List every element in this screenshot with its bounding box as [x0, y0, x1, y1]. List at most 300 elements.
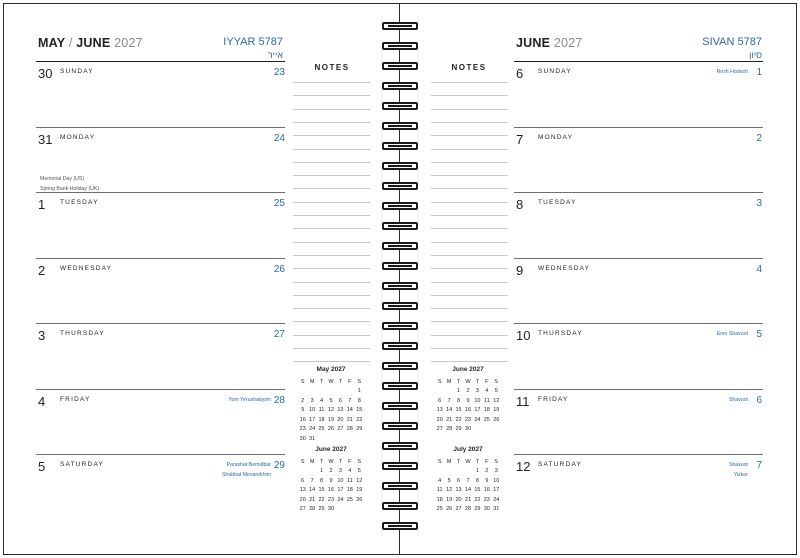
day-separator [514, 258, 763, 259]
calendar-date [463, 467, 472, 477]
calendar-date: 9 [329, 477, 333, 484]
weekday-header: S [357, 378, 362, 385]
calendar-date: 4 [348, 468, 352, 475]
day-name: MONDAY [60, 133, 96, 141]
holiday-label: Yizkor [733, 472, 748, 478]
hebrew-day-number: 28 [273, 394, 285, 406]
notes-line [293, 335, 370, 336]
calendar-date: 18 [436, 496, 443, 503]
day-name: SUNDAY [60, 68, 94, 75]
binding-ring [382, 442, 418, 450]
mini-calendar-july [435, 446, 501, 514]
day-number: 30 [38, 66, 53, 81]
notes-line [431, 202, 508, 203]
mini-calendar-may [298, 366, 364, 444]
day-number: 8 [516, 197, 524, 212]
notes-line [293, 295, 370, 296]
left-year-label: 2027 [110, 36, 143, 50]
calendar-date: 10 [474, 397, 481, 404]
calendar-date: 4 [320, 397, 324, 404]
weekday-header: M [446, 458, 452, 465]
calendar-date: 28 [346, 426, 353, 433]
day-separator [36, 192, 285, 193]
calendar-date: 30 [299, 435, 306, 442]
notes-line [293, 135, 370, 136]
calendar-date: 16 [299, 416, 306, 423]
day-separator [36, 127, 285, 128]
left-page-title [38, 36, 143, 50]
binding-ring [382, 102, 418, 110]
notes-line [431, 149, 508, 150]
notes-line [431, 188, 508, 189]
day-number: 11 [516, 393, 530, 409]
notes-line [431, 95, 508, 96]
calendar-date: 22 [474, 496, 481, 503]
calendar-date: 27 [436, 426, 443, 433]
notes-line [431, 295, 508, 296]
calendar-date: 18 [346, 487, 353, 494]
mini-calendar-title: June 2027 [452, 366, 484, 373]
calendar-date [336, 434, 345, 444]
holiday-label: Yom Yerushalayim [228, 396, 271, 403]
day-number: 1 [38, 197, 46, 212]
mini-calendar-title: June 2027 [315, 446, 347, 453]
weekday-header: T [475, 458, 480, 465]
calendar-date: 4 [438, 477, 442, 484]
calendar-date: 27 [337, 426, 344, 433]
day-name: SUNDAY [538, 68, 572, 75]
calendar-date: 25 [436, 506, 443, 513]
mini-calendar-june-left [298, 446, 364, 514]
right-year-label: 2027 [550, 36, 583, 50]
calendar-date: 26 [356, 496, 363, 503]
day-number: 10 [516, 328, 531, 343]
mini-calendar-grid [435, 457, 501, 514]
notes-line [293, 348, 370, 349]
weekday-header: T [456, 458, 461, 465]
calendar-date: 30 [464, 426, 472, 433]
notes-line [293, 188, 370, 189]
notes-line [431, 215, 508, 216]
weekday-header: M [309, 458, 315, 465]
calendar-date: 8 [475, 477, 479, 484]
hebrew-day-number: 29 [273, 460, 285, 471]
calendar-date: 3 [494, 468, 498, 475]
calendar-date: 23 [483, 496, 490, 503]
calendar-date: 20 [299, 496, 306, 503]
right-header-rule [514, 61, 763, 62]
day-name: SATURDAY [60, 461, 105, 468]
mini-calendar-title: July 2027 [453, 446, 483, 453]
calendar-date: 22 [356, 416, 363, 423]
calendar-date [326, 387, 335, 397]
weekday-header: T [319, 378, 324, 385]
calendar-date: 28 [309, 506, 316, 513]
day-separator [36, 454, 285, 455]
binding-ring [382, 322, 418, 330]
calendar-date: 31 [309, 435, 316, 442]
day-separator [514, 389, 763, 390]
day-name: TUESDAY [60, 199, 99, 206]
day-separator [36, 323, 285, 324]
calendar-date: 21 [464, 496, 472, 503]
notes-line [431, 321, 508, 322]
day-name: WEDNESDAY [60, 264, 113, 272]
calendar-date: 5 [447, 477, 451, 484]
calendar-date: 19 [446, 496, 453, 503]
notes-line [293, 122, 370, 123]
notes-line [431, 335, 508, 336]
calendar-date: 13 [455, 487, 462, 494]
calendar-date: 16 [464, 407, 472, 414]
weekday-header: S [437, 458, 442, 465]
day-name: TUESDAY [538, 199, 577, 206]
binding-ring [382, 462, 418, 470]
binding-ring [382, 222, 418, 230]
notes-title-right: NOTES [451, 63, 487, 72]
hebrew-day-number: 7 [756, 460, 762, 471]
hebrew-day-number: 25 [273, 198, 285, 209]
calendar-date [444, 467, 453, 477]
binding-ring [382, 282, 418, 290]
calendar-date: 25 [346, 496, 353, 503]
calendar-date: 3 [338, 468, 342, 475]
calendar-date [473, 425, 482, 435]
notes-line [431, 175, 508, 176]
binding-ring [382, 142, 418, 150]
notes-line [293, 242, 370, 243]
notes-line [431, 135, 508, 136]
day-number: 3 [38, 328, 46, 343]
day-separator [514, 454, 763, 455]
calendar-date: 21 [446, 416, 453, 423]
calendar-date: 14 [446, 407, 453, 414]
weekday-header: F [348, 458, 352, 465]
calendar-date: 15 [474, 487, 481, 494]
calendar-date: 27 [455, 506, 462, 513]
calendar-date: 15 [318, 487, 325, 494]
calendar-date: 23 [464, 416, 472, 423]
notes-line [293, 361, 370, 362]
day-name: THURSDAY [60, 330, 105, 337]
calendar-date: 12 [356, 477, 363, 484]
calendar-date: 29 [474, 506, 481, 513]
left-hebrew-script: אייר [267, 50, 283, 60]
day-separator [514, 192, 763, 193]
day-number: 12 [516, 459, 531, 474]
calendar-date: 16 [327, 487, 335, 494]
left-month-separator: / [65, 36, 77, 50]
calendar-date: 18 [483, 407, 490, 414]
calendar-date: 31 [493, 506, 500, 513]
calendar-date: 7 [348, 397, 352, 404]
calendar-date: 13 [337, 407, 344, 414]
binding-ring [382, 382, 418, 390]
weekday-header: F [485, 378, 489, 385]
notes-line [293, 175, 370, 176]
holiday-label: Shavuot [728, 462, 748, 468]
calendar-date [307, 387, 316, 397]
calendar-date [444, 387, 453, 397]
binding-ring [382, 42, 418, 50]
holiday-label: Parashat Bemidbar [226, 462, 271, 468]
notes-line [431, 268, 508, 269]
left-header-rule [36, 61, 285, 62]
notes-line [431, 255, 508, 256]
weekday-header: W [465, 378, 471, 385]
left-hebrew-month: IYYAR 5787 [223, 36, 283, 48]
calendar-date: 28 [446, 426, 453, 433]
day-name: MONDAY [538, 133, 574, 141]
calendar-date: 7 [310, 477, 314, 484]
calendar-date: 20 [436, 416, 443, 423]
calendar-date [326, 434, 335, 444]
calendar-date [345, 505, 354, 515]
calendar-date: 5 [357, 468, 361, 475]
calendar-date: 29 [356, 426, 363, 433]
notes-line [293, 282, 370, 283]
day-number: 4 [38, 393, 46, 409]
binding-ring [382, 182, 418, 190]
calendar-date: 10 [309, 407, 316, 414]
day-number: 6 [516, 66, 524, 81]
notes-line [431, 361, 508, 362]
calendar-date: 6 [457, 477, 461, 484]
binding-ring [382, 522, 418, 530]
calendar-date: 12 [446, 487, 453, 494]
calendar-date: 2 [485, 468, 489, 475]
hebrew-day-number: 27 [273, 329, 285, 340]
calendar-date: 24 [493, 496, 500, 503]
day-name: WEDNESDAY [538, 264, 591, 272]
weekday-header: W [328, 378, 334, 385]
calendar-date: 9 [301, 407, 305, 414]
calendar-date [355, 434, 364, 444]
weekday-header: W [328, 458, 334, 465]
day-name: FRIDAY [538, 395, 569, 403]
notes-title-left: NOTES [314, 63, 350, 72]
calendar-date: 2 [301, 397, 305, 404]
weekday-header: T [319, 458, 324, 465]
day-separator [514, 323, 763, 324]
calendar-date [435, 467, 444, 477]
calendar-date: 22 [455, 416, 462, 423]
calendar-date: 24 [309, 426, 316, 433]
calendar-date: 26 [493, 416, 500, 423]
calendar-date: 19 [493, 407, 500, 414]
calendar-date: 17 [493, 487, 500, 494]
binding-ring [382, 22, 418, 30]
calendar-date: 2 [466, 388, 470, 395]
weekday-header: S [494, 458, 499, 465]
calendar-date [345, 434, 354, 444]
calendar-date: 14 [464, 487, 472, 494]
calendar-date [298, 467, 307, 477]
calendar-date: 14 [346, 407, 353, 414]
notes-line [293, 162, 370, 163]
day-separator [36, 258, 285, 259]
day-separator [514, 127, 763, 128]
binding-ring [382, 262, 418, 270]
hebrew-day-number: 4 [756, 263, 762, 275]
right-hebrew-month: SIVAN 5787 [702, 36, 762, 48]
weekday-header: F [485, 458, 489, 465]
secular-holiday-label: Memorial Day (US) [40, 175, 85, 182]
hebrew-day-number: 2 [756, 132, 762, 144]
calendar-date: 22 [318, 496, 325, 503]
weekday-header: T [475, 378, 480, 385]
calendar-date: 23 [299, 426, 306, 433]
calendar-date: 1 [357, 388, 361, 395]
hebrew-day-number: 1 [756, 67, 762, 78]
hebrew-day-number: 3 [756, 198, 762, 209]
weekday-header: S [437, 378, 442, 385]
weekday-header: T [338, 378, 343, 385]
hebrew-day-number: 26 [273, 263, 285, 275]
mini-calendar-grid [435, 377, 501, 434]
calendar-date: 1 [475, 468, 479, 475]
calendar-date [317, 387, 326, 397]
calendar-date: 14 [309, 487, 316, 494]
binding-ring [382, 342, 418, 350]
calendar-date: 27 [299, 506, 306, 513]
calendar-date: 8 [320, 477, 324, 484]
calendar-date: 6 [338, 397, 342, 404]
weekday-header: S [300, 378, 305, 385]
right-month-label: JUNE [516, 36, 551, 50]
calendar-date: 7 [447, 397, 451, 404]
right-page-title [516, 36, 582, 50]
calendar-date [336, 505, 345, 515]
calendar-date: 6 [301, 477, 305, 484]
calendar-date [454, 467, 463, 477]
weekday-header: T [456, 378, 461, 385]
notes-line [431, 308, 508, 309]
calendar-date: 3 [310, 397, 314, 404]
mini-calendar-grid [298, 457, 364, 514]
calendar-date: 30 [327, 506, 335, 513]
notes-line [431, 122, 508, 123]
calendar-date: 2 [329, 468, 333, 475]
notes-line [293, 228, 370, 229]
notes-line [293, 95, 370, 96]
calendar-date [298, 387, 307, 397]
calendar-date: 15 [455, 407, 462, 414]
notes-line [431, 228, 508, 229]
calendar-date: 13 [436, 407, 443, 414]
notes-line [431, 348, 508, 349]
calendar-date: 4 [485, 388, 489, 395]
calendar-date: 8 [457, 397, 461, 404]
calendar-date: 6 [438, 397, 442, 404]
notes-line [293, 308, 370, 309]
calendar-date: 10 [337, 477, 344, 484]
binding-ring [382, 302, 418, 310]
weekday-header: T [338, 458, 343, 465]
calendar-date: 1 [320, 468, 324, 475]
binding-ring [382, 82, 418, 90]
binding-ring [382, 62, 418, 70]
weekday-header: M [309, 378, 315, 385]
calendar-date: 16 [483, 487, 490, 494]
weekday-header: S [357, 458, 362, 465]
calendar-date: 18 [318, 416, 325, 423]
calendar-date: 5 [329, 397, 333, 404]
weekday-header: S [494, 378, 499, 385]
calendar-date: 11 [318, 407, 325, 414]
calendar-date: 13 [299, 487, 306, 494]
calendar-date: 17 [474, 407, 481, 414]
calendar-date: 26 [446, 506, 453, 513]
calendar-date: 21 [346, 416, 353, 423]
day-separator [36, 389, 285, 390]
calendar-date: 11 [346, 477, 353, 484]
calendar-date: 21 [309, 496, 316, 503]
notes-line [431, 242, 508, 243]
binding-ring [382, 362, 418, 370]
calendar-date: 29 [455, 426, 462, 433]
calendar-date: 5 [494, 388, 498, 395]
calendar-date: 20 [455, 496, 462, 503]
notes-line [293, 202, 370, 203]
calendar-date: 3 [475, 388, 479, 395]
day-number: 9 [516, 262, 524, 278]
holiday-label: Shavuot [728, 396, 748, 403]
right-hebrew-script: סיון [749, 50, 762, 60]
day-name: SATURDAY [538, 461, 583, 468]
calendar-date: 7 [466, 477, 470, 484]
calendar-date: 25 [318, 426, 325, 433]
calendar-date: 9 [485, 477, 489, 484]
holiday-label: Rosh Hodesh [716, 69, 748, 75]
hebrew-day-number: 24 [273, 132, 285, 144]
calendar-date: 26 [327, 426, 335, 433]
mini-calendar-june-right [435, 366, 501, 434]
calendar-date: 11 [436, 487, 443, 494]
binding-ring [382, 482, 418, 490]
hebrew-day-number: 5 [756, 329, 762, 340]
weekday-header: F [348, 378, 352, 385]
calendar-date: 10 [493, 477, 500, 484]
weekday-header: S [300, 458, 305, 465]
calendar-date: 17 [337, 487, 344, 494]
secular-holiday-label: Spring Bank Holiday (UK) [40, 185, 100, 192]
calendar-date [307, 467, 316, 477]
notes-line [431, 162, 508, 163]
calendar-date: 25 [483, 416, 490, 423]
calendar-date: 23 [327, 496, 335, 503]
calendar-date: 8 [357, 397, 361, 404]
calendar-date: 24 [337, 496, 344, 503]
notes-line [293, 82, 370, 83]
day-number: 2 [38, 262, 46, 278]
binding-ring [382, 402, 418, 410]
notes-line [293, 321, 370, 322]
calendar-date: 28 [464, 506, 472, 513]
binding-ring [382, 122, 418, 130]
calendar-date: 9 [466, 397, 470, 404]
hebrew-day-number: 23 [273, 67, 285, 78]
calendar-date: 30 [483, 506, 490, 513]
notes-line [293, 255, 370, 256]
hebrew-day-number: 6 [756, 394, 762, 406]
notes-line [293, 268, 370, 269]
calendar-date: 20 [337, 416, 344, 423]
day-name: FRIDAY [60, 395, 91, 403]
calendar-date [317, 434, 326, 444]
left-month-label: MAY [38, 36, 66, 50]
notes-line [293, 149, 370, 150]
